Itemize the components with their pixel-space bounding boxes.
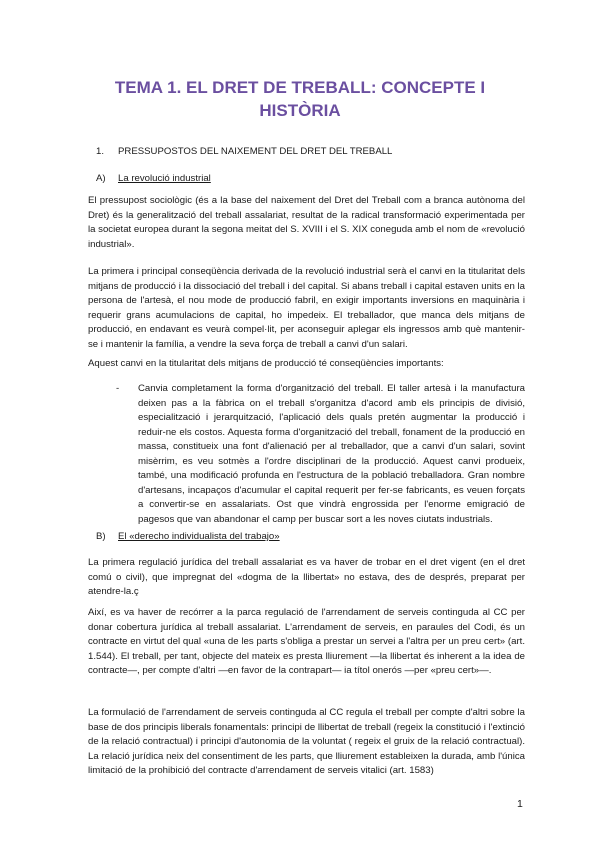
subsection-heading-b	[96, 530, 280, 543]
subsection-label: La revolució industrial	[118, 173, 211, 184]
paragraph: Aquest canvi en la titularitat dels mitjans de producció té conseqüències importants:	[88, 358, 444, 369]
document-title: TEMA 1. EL DRET DE TREBALL: CONCEPTE I HISTÒRIA	[114, 78, 486, 120]
bullet-marker: -	[116, 383, 120, 394]
paragraph: La primera i principal conseqüència derivada de la revolució industrial serà el canvi en la titularitat dels mitjans de producció i la dissociació del treball i del capital. Si abans treball i capital estaven units en la persona de l'artesà, el nou mode de producció fabril, en exigir importants inversions en maquinària i requerir grans acumulacions de capital, ho impedeix. El treballador, que manca dels mitjans de producció, en endavant es veurà compel·lit, per aconseguir aplegar els ingressos amb què mantenir-se i mantenir la família, a vendre la seva força de treball a canvi d'un salari.	[88, 266, 525, 350]
section-number: 1.	[96, 146, 105, 157]
subsection-heading-a	[96, 172, 211, 185]
paragraph: Així, es va haver de recórrer a la parca regulació de l'arrendament de serveis continguda al CC per donar cobertura jurídica al treball assalariat. L'arrendament de serveis, en paraules del Codi, és un contracte en virtut del qual «una de les parts s'obliga a prestar un servei a l'altra per un preu cert» (art. 1.544). El treball, per tant, objecte del mateix es presta lliurement —la llibertat és inherent a la idea de contracte—, per compte d'altri —en favor de la contrapart— ia títol onerós —per «preu cert»—.	[88, 607, 525, 676]
bullet-paragraph: Canvia completament la forma d'organització del treball. El taller artesà i la manufactura deixen pas a la fàbrica on el treball s'organitza d'acord amb els principis de divisió, especialització i jerarquització, l'aplicació dels quals pretén augmentar la producció i reduir-ne els costos. Aquesta forma d'organització del treball, fonament de la producció en massa, constitueix una font d'alienació per al treballador, que a canvi d'un salari, sovint misèrrim, es veu sotmès a l'ordre disciplinari de la producció. Aquest canvi produeix, també, una modificació profunda en l'estructura de la població treballadora. Gran nombre d'artesans, incapaços d'acumular el capital requerit per fer-se fabricants, es veuen forçats a convertir-se en assalariats. Ost que vindrà engrossida per l'enorme emigració de pagesos que van abandonar el camp per buscar sort a les noves ciutats industrials.	[138, 383, 525, 525]
paragraph: La formulació de l'arrendament de serveis continguda al CC regula el treball per compte d'altri sobre la base de dos principis liberals fonamentals: principi de llibertat de treball (regeix la constitució i l'extinció de la relació contractual) i principi d'autonomia de la voluntat ( regeix el gruix de la relació contractual). La relació jurídica neix del consentiment de les parts, que lliurement estableixen la durada, amb l'única limitació de la prohibició del contracte d'arrendament de serveis vitalici (art. 1583)	[88, 707, 525, 776]
subsection-letter: B)	[96, 531, 106, 542]
subsection-letter: A)	[96, 173, 106, 184]
subsection-label: El «derecho individualista del trabajo»	[118, 531, 280, 542]
paragraph: El pressupost sociològic (és a la base del naixement del Dret del Treball com a branca autònoma del Dret) és la generalització del treball assalariat, resultat de la radical transformació experimentada per la societat europea durant la segona meitat del S. XVIII i el S. XIX coneguda amb el nom de «revolució industrial».	[88, 195, 525, 250]
page-number: 1	[517, 798, 523, 810]
paragraph: La primera regulació jurídica del treball assalariat es va haver de trobar en el dret vigent (en el dret comú o civil), que impregnat del «dogma de la llibertat» no estava, des de després, preparat per atendre-la.ç	[88, 557, 525, 597]
section-label: PRESSUPOSTOS DEL NAIXEMENT DEL DRET DEL TREBALL	[118, 146, 393, 157]
section-heading-1	[96, 145, 392, 158]
